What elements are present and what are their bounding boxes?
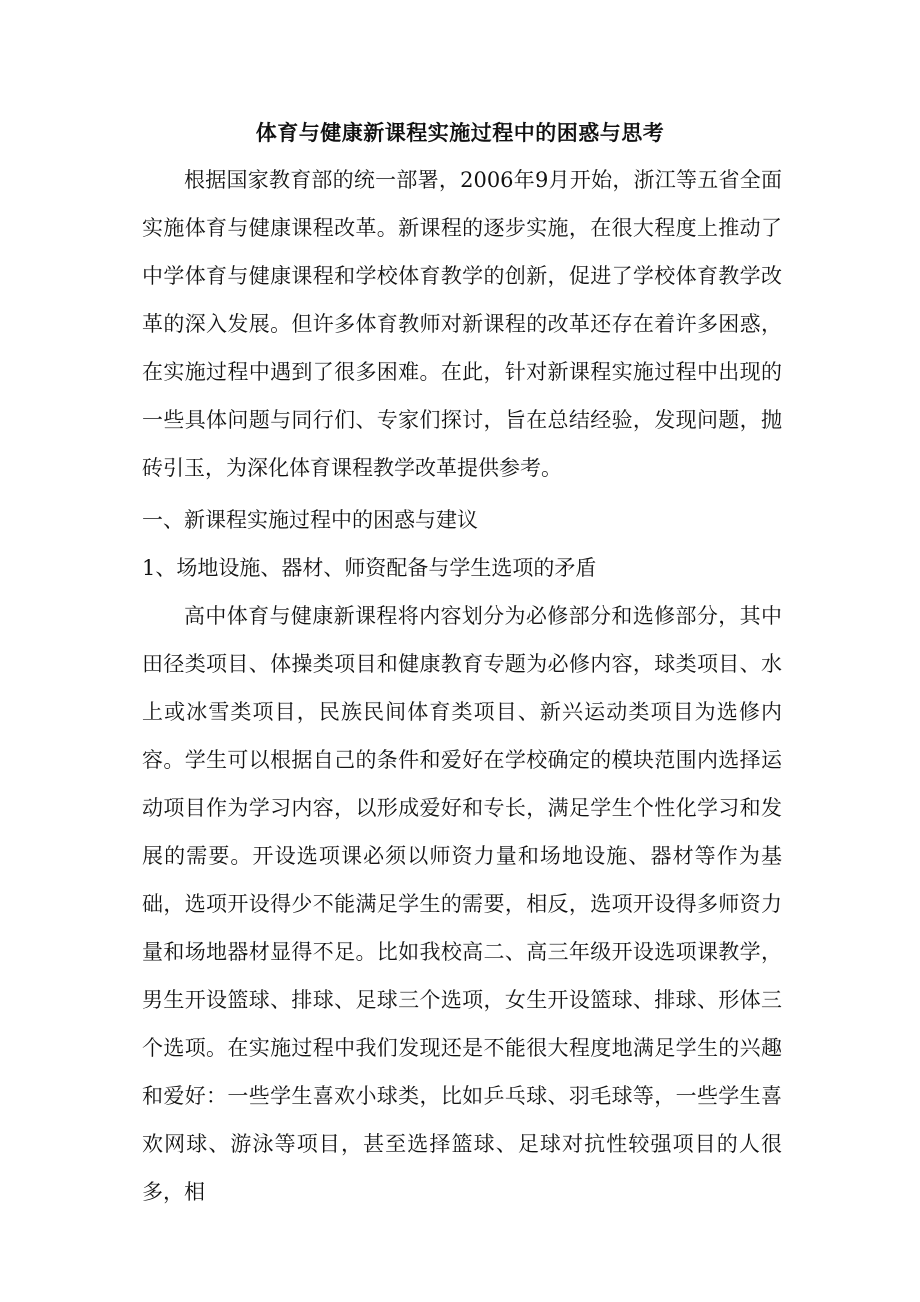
document-title: 体育与健康新课程实施过程中的困惑与思考 bbox=[255, 120, 665, 145]
subsection-heading: 1、场地设施、器材、师资配备与学生选项的矛盾 bbox=[142, 556, 597, 580]
intro-paragraph: 根据国家教育部的统一部署，2006年9月开始，浙江等五省全面实施体育与健康课程改革。新课程的逐步实施，在很大程度上推动了中学体育与健康课程和学校体育教学的创新，促进了学校体育教学改革的深入发展。但许多体育教师对新课程的改革还存在着许多困惑，在实施过程中遇到了很多困难。在此，针对新课程实施过程中出现的一些具体问题与同行们、专家们探讨，旨在总结经验，发现问题，抛砖引玉，为深化体育课程教学改革提供参考。 bbox=[142, 168, 782, 480]
body-paragraph: 高中体育与健康新课程将内容划分为必修部分和选修部分，其中田径类项目、体操类项目和健康教育专题为必修内容，球类项目、水上或冰雪类项目，民族民间体育类项目、新兴运动类项目为选修内容。学生可以根据自己的条件和爱好在学校确定的模块范围内选择运动项目作为学习内容，以形成爱好和专长，满足学生个性化学习和发展的需要。开设选项课必须以师资力量和场地设施、器材等作为基础，选项开设得少不能满足学生的需要，相反，选项开设得多师资力量和场地器材显得不足。比如我校高二、高三年级开设选项课教学，男生开设篮球、排球、足球三个选项，女生开设篮球、排球、形体三个选项。在实施过程中我们发现还是不能很大程度地满足学生的兴趣和爱好：一些学生喜欢小球类，比如乒乓球、羽毛球等，一些学生喜欢网球、游泳等项目，甚至选择篮球、足球对抗性较强项目的人很多，相 bbox=[142, 604, 782, 1204]
section-heading: 一、新课程实施过程中的困惑与建议 bbox=[142, 508, 478, 532]
